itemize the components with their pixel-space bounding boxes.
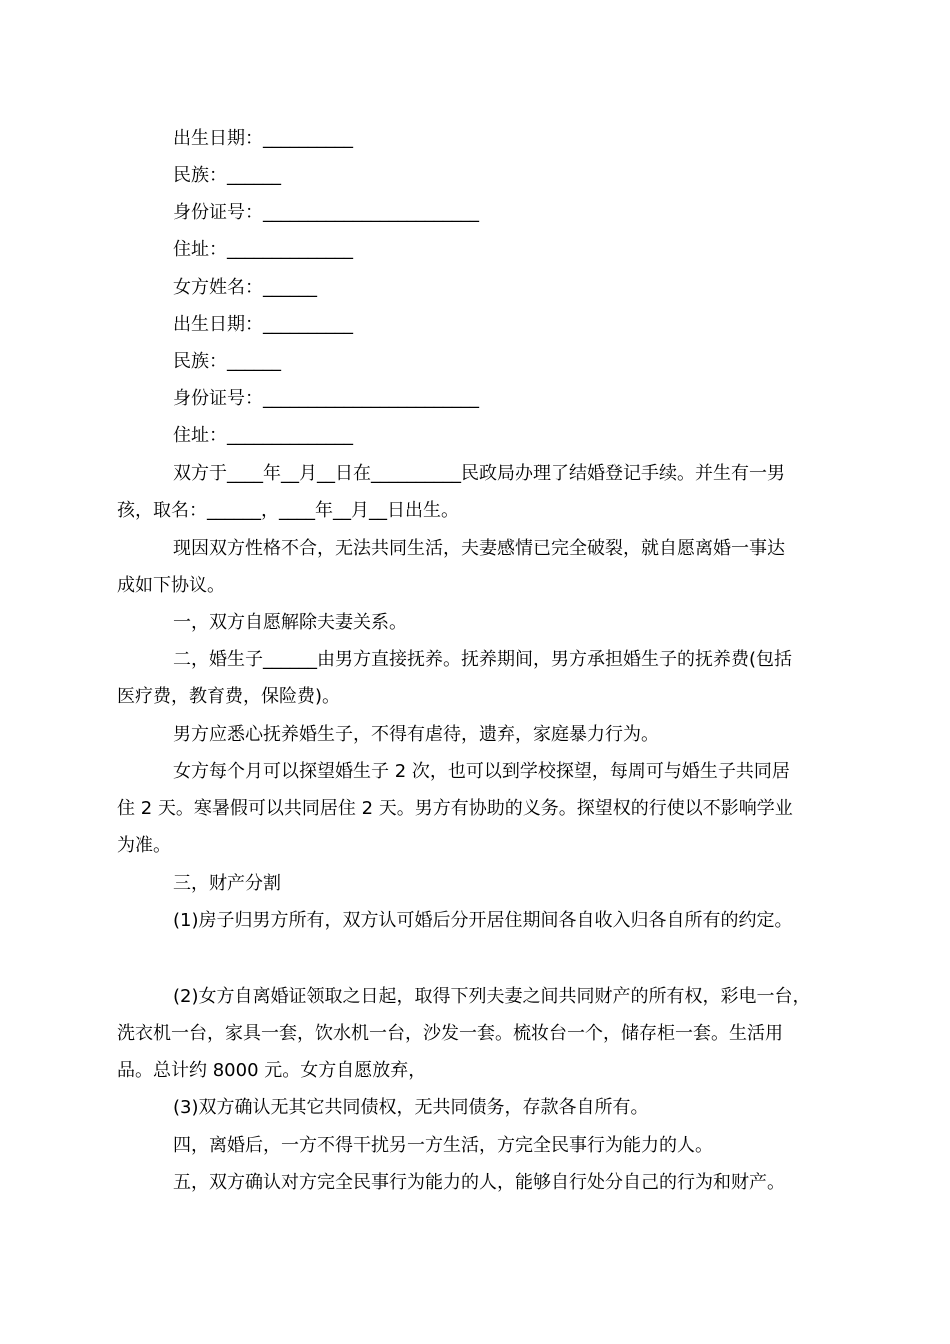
- male-id-number-field: 身份证号：________________________: [173, 202, 479, 223]
- female-name-field: 女方姓名：______: [173, 277, 317, 298]
- clause-5: 五，双方确认对方完全民事行为能力的人，能够自行处分自己的行为和财产。: [173, 1172, 785, 1193]
- clause-3-heading: 三，财产分割: [173, 873, 281, 894]
- property-item-3: (3)双方确认无其它共同债权，无共同债务，存款各自所有。: [173, 1097, 649, 1118]
- clause-2-line-1: 二，婚生子______由男方直接抚养。抚养期间，男方承担婚生子的抚养费(包括: [173, 649, 793, 670]
- property-item-2-line-3: 品。总计约 8000 元。女方自愿放弃，: [117, 1060, 427, 1081]
- property-item-1: (1)房子归男方所有，双方认可婚后分开居住期间各自收入归各自所有的约定。: [173, 910, 793, 931]
- female-address-field: 住址：______________: [173, 425, 353, 446]
- visitation-paragraph-line-1: 女方每个月可以探望婚生子 2 次，也可以到学校探望，每周可与婚生子共同居: [173, 761, 790, 782]
- divorce-reason-paragraph-line-1: 现因双方性格不合，无法共同生活，夫妻感情已完全破裂，就自愿离婚一事达: [173, 538, 785, 559]
- property-item-2-line-2: 洗衣机一台，家具一套，饮水机一台，沙发一套。梳妆台一个，储存柜一套。生活用: [117, 1023, 783, 1044]
- female-id-number-field: 身份证号：________________________: [173, 388, 479, 409]
- female-birth-date-field: 出生日期：__________: [173, 314, 353, 335]
- property-item-2-line-1: (2)女方自离婚证领取之日起，取得下列夫妻之间共同财产的所有权，彩电一台，: [173, 986, 811, 1007]
- male-address-field: 住址：______________: [173, 239, 353, 260]
- visitation-paragraph-line-3: 为准。: [117, 835, 171, 856]
- divorce-reason-paragraph-line-2: 成如下协议。: [117, 575, 225, 596]
- clause-2-line-2: 医疗费，教育费，保险费)。: [117, 686, 341, 707]
- marriage-registration-paragraph-line-1: 双方于____年__月__日在__________民政局办理了结婚登记手续。并生有一男: [173, 463, 785, 484]
- female-ethnicity-field: 民族：______: [173, 351, 281, 372]
- male-ethnicity-field: 民族：______: [173, 165, 281, 186]
- male-birth-date-field: 出生日期：__________: [173, 128, 353, 149]
- clause-4: 四，离婚后，一方不得干扰另一方生活，方完全民事行为能力的人。: [173, 1135, 713, 1156]
- visitation-paragraph-line-2: 住 2 天。寒暑假可以共同居住 2 天。男方有协助的义务。探望权的行使以不影响学业: [117, 798, 793, 819]
- child-care-paragraph: 男方应悉心抚养婚生子，不得有虐待，遗弃，家庭暴力行为。: [173, 724, 659, 745]
- clause-1: 一，双方自愿解除夫妻关系。: [173, 612, 407, 633]
- marriage-registration-paragraph-line-2: 孩，取名：______，____年__月__日出生。: [117, 500, 459, 521]
